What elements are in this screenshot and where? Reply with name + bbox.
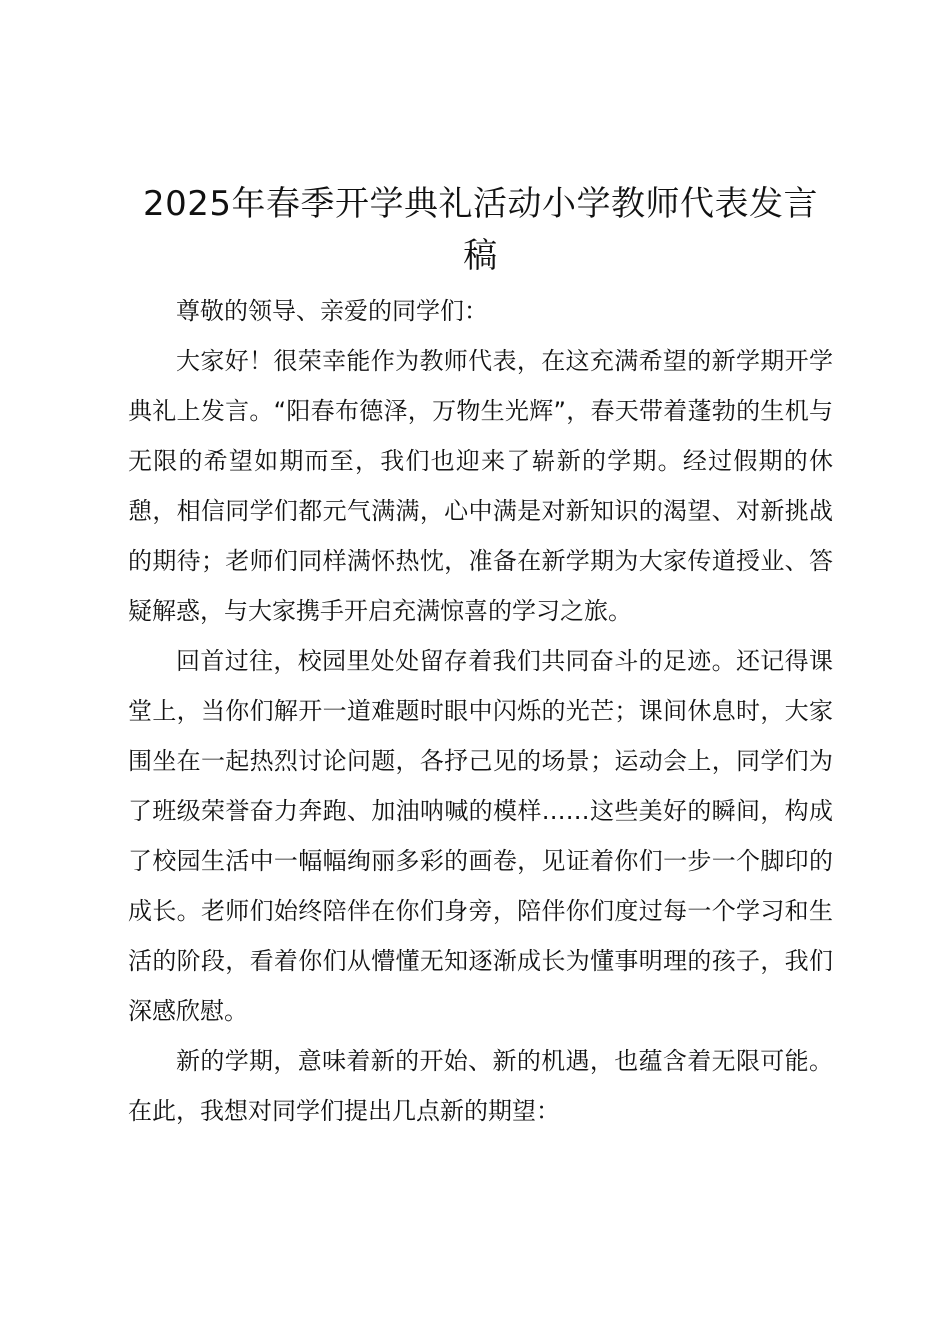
document-page	[128, 178, 833, 1136]
paragraph-opening: 大家好！很荣幸能作为教师代表，在这充满希望的新学期开学典礼上发言。“阳春布德泽，万物生光辉”，春天带着蓬勃的生机与无限的希望如期而至，我们也迎来了崭新的学期。经过假期的休憩，相信同学们都元气满满，心中满是对新知识的渴望、对新挑战的期待；老师们同样满怀热忱，准备在新学期为大家传道授业、答疑解惑，与大家携手开启充满惊喜的学习之旅。	[128, 347, 833, 625]
document-title: 2025年春季开学典礼活动小学教师代表发言稿	[142, 184, 819, 276]
paragraph-new-semester: 新的学期，意味着新的开始、新的机遇，也蕴含着无限可能。在此，我想对同学们提出几点新的期望：	[128, 1047, 833, 1125]
paragraph-greeting: 尊敬的领导、亲爱的同学们：	[176, 297, 488, 325]
paragraph-retrospect: 回首过往，校园里处处留存着我们共同奋斗的足迹。还记得课堂上，当你们解开一道难题时眼中闪烁的光芒；课间休息时，大家围坐在一起热烈讨论问题，各抒己见的场景；运动会上，同学们为了班级荣誉奋力奔跑、加油呐喊的模样……这些美好的瞬间，构成了校园生活中一幅幅绚丽多彩的画卷，见证着你们一步一个脚印的成长。老师们始终陪伴在你们身旁，陪伴你们度过每一个学习和生活的阶段，看着你们从懵懂无知逐渐成长为懂事明理的孩子，我们深感欣慰。	[128, 647, 833, 1025]
